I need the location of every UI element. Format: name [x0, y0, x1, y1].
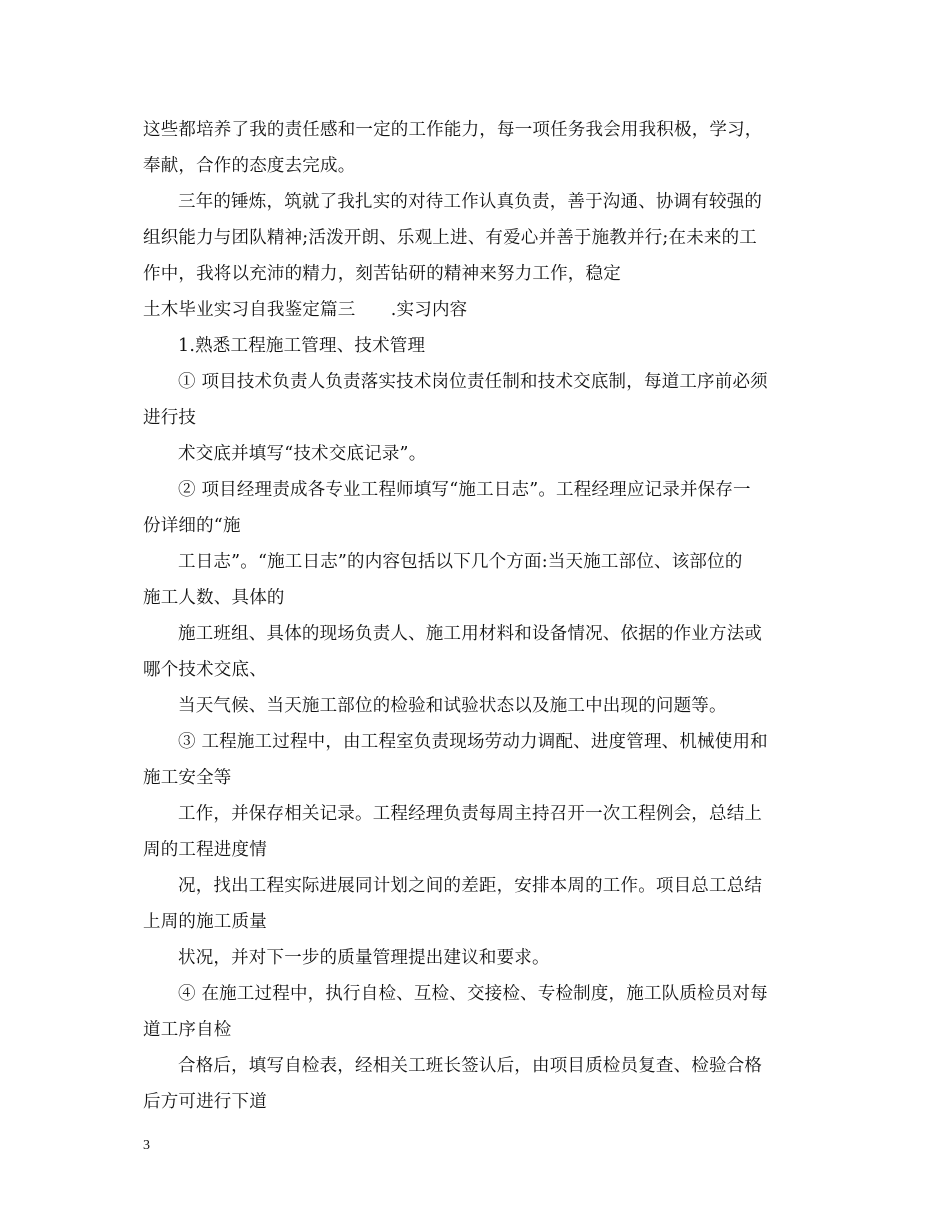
text-line: 施工安全等: [143, 768, 232, 788]
text-line: 工日志”。“施工日志”的内容包括以下几个方面:当天施工部位、该部位的: [178, 552, 743, 572]
text-line: 作中，我将以充沛的精力，刻苦钻研的精神来努力工作，稳定: [143, 264, 621, 284]
text-line: 哪个技术交底、: [143, 660, 267, 680]
text-line: 1.熟悉工程施工管理、技术管理: [178, 336, 426, 356]
text-line: 这些都培养了我的责任感和一定的工作能力，每一项任务我会用我积极，学习，: [143, 120, 763, 140]
text-line: 状况，并对下一步的质量管理提出建议和要求。: [178, 948, 550, 968]
text-line: 合格后，填写自检表，经相关工班长签认后，由项目质检员复查、检验合格: [178, 1056, 763, 1076]
text-line: 组织能力与团队精神;活泼开朗、乐观上进、有爱心并善于施教并行;在未来的工: [143, 228, 757, 248]
text-line: 奉献，合作的态度去完成。: [143, 156, 356, 176]
text-line: ③ 工程施工过程中，由工程室负责现场劳动力调配、进度管理、机械使用和: [178, 732, 768, 752]
page-number: 3: [143, 1138, 150, 1153]
text-line: ② 项目经理责成各专业工程师填写“施工日志”。工程经理应记录并保存一: [178, 480, 751, 500]
text-line: 当天气候、当天施工部位的检验和试验状态以及施工中出现的问题等。: [178, 696, 727, 716]
text-line: 后方可进行下道: [143, 1092, 267, 1112]
text-line: 份详细的“施: [143, 516, 241, 536]
text-line: 况，找出工程实际进展同计划之间的差距，安排本周的工作。项目总工总结: [178, 876, 763, 896]
text-line: 进行技: [143, 408, 197, 428]
text-line: 施工人数、具体的: [143, 588, 285, 608]
text-line: 三年的锤炼，筑就了我扎实的对待工作认真负责，善于沟通、协调有较强的: [178, 192, 763, 212]
text-line: ④ 在施工过程中，执行自检、互检、交接检、专检制度，施工队质检员对每: [178, 984, 768, 1004]
text-line: 工作，并保存相关记录。工程经理负责每周主持召开一次工程例会，总结上: [178, 804, 763, 824]
text-line: 周的工程进度情: [143, 840, 267, 860]
text-line: 术交底并填写“技术交底记录”。: [178, 444, 427, 464]
text-line: 施工班组、具体的现场负责人、施工用材料和设备情况、依据的作业方法或: [178, 624, 763, 644]
text-line: 道工序自检: [143, 1020, 232, 1040]
section-heading: 土木毕业实习自我鉴定篇三 .实习内容: [143, 300, 468, 320]
text-line: ① 项目技术负责人负责落实技术岗位责任制和技术交底制，每道工序前必须: [178, 372, 768, 392]
text-line: 上周的施工质量: [143, 912, 267, 932]
